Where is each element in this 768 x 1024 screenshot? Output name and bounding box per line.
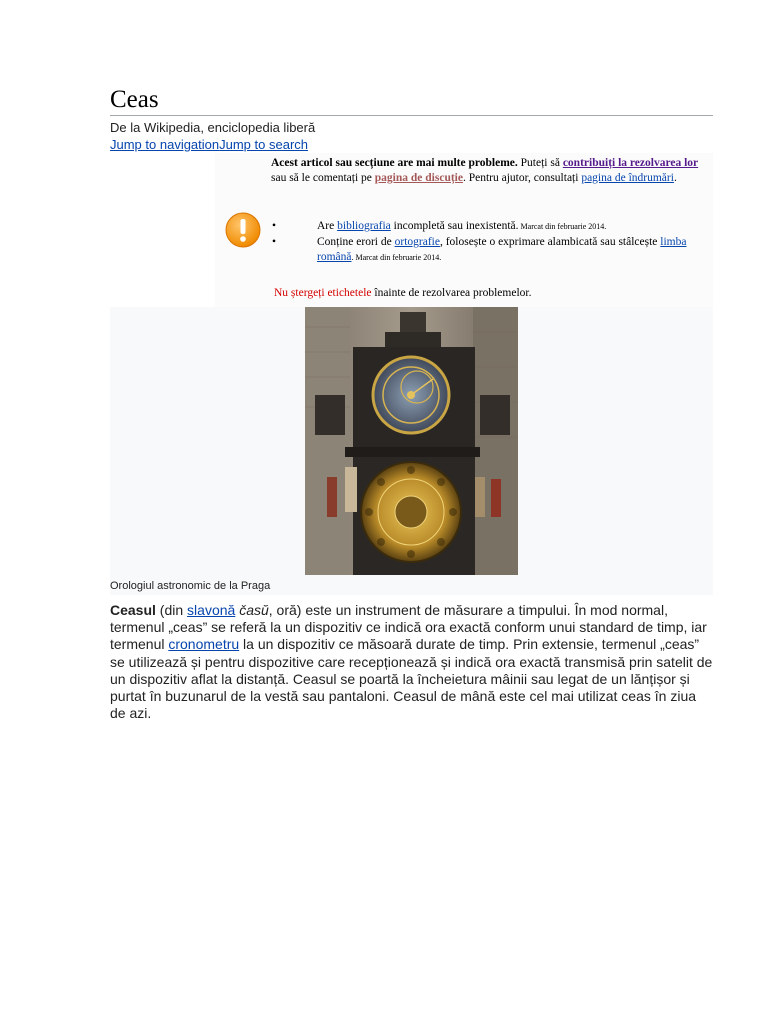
bullet: •	[272, 220, 277, 232]
help-page-link[interactable]: pagina de îndrumări	[581, 171, 674, 184]
slavonic-link[interactable]: slavonă	[187, 602, 236, 618]
jump-to-navigation-link[interactable]: Jump to navigation	[110, 137, 220, 152]
lead-term: Ceasul	[110, 602, 156, 618]
page-title: Ceas	[110, 85, 713, 116]
bibliography-link[interactable]: bibliografia	[337, 220, 391, 232]
issues-list	[271, 219, 703, 265]
site-tagline: De la Wikipedia, enciclopedia liberă	[110, 120, 316, 135]
issue-item-bibliography: • Are bibliografia incompletă sau inexistentă. Marcat din februarie 2014.	[272, 220, 607, 232]
infobox-figure	[110, 307, 713, 595]
warning-exclamation-icon	[225, 212, 261, 248]
jump-to-search-link[interactable]: Jump to search	[219, 137, 308, 152]
notice-text: .	[673, 171, 677, 184]
bullet: •	[272, 236, 277, 248]
spelling-link[interactable]: ortografie	[394, 236, 440, 248]
notice-intro	[271, 156, 703, 185]
figure-caption: Orologiul astronomic de la Praga	[110, 580, 271, 592]
notice-text: Puteți să	[517, 157, 563, 169]
issue-item-spelling: • Conține erori de ortografie, folosește o exprimare alambicată sau stâlcește limba română. Marcat din februarie 2014.	[272, 236, 687, 263]
contribute-link[interactable]: contribuiți la rezolvarea lor	[562, 157, 699, 169]
date-marker: . Marcat din februarie 2014.	[351, 253, 442, 262]
notice-text: sau să le comentați pe	[271, 171, 375, 184]
etymology-word: časŭ	[239, 602, 269, 618]
article-paragraph: Ceasul (din slavonă časŭ, oră) este un instrument de măsurare a timpului. În mod normal, termenul „ceas” se referă la un dispozitiv ce indică ora exactă conform unui standard de timp, iar termenul cronometru la un dispozitiv ce măsoară durate de timp. Prin extensie, termenul „ceas” se utilizează și pentru dispozitive care recepționează și indică ora exactă transmisă prin satelit de un dispozitiv aflat la distanță. Ceasul se poartă la încheietura mâinii sau legat de un lănțișor și purtat în buzunarul de la vestă sau pantaloni. Ceasul de mână este cel mai utilizat ceas în ziua de azi.	[110, 602, 713, 722]
prague-astronomical-clock-photo[interactable]	[305, 307, 518, 575]
notice-heading: Acest articol sau secțiune are mai multe probleme.	[271, 157, 518, 169]
notice-footnote: Nu ștergeți etichetele înainte de rezolvarea problemelor.	[274, 287, 532, 299]
chronometer-link[interactable]: cronometru	[168, 636, 240, 653]
talk-page-link[interactable]: pagina de discuție	[374, 171, 463, 184]
do-not-remove-tags-text: Nu ștergeți etichetele	[274, 287, 372, 299]
romanian-language-link[interactable]: limba română	[317, 236, 687, 263]
jump-links	[110, 137, 308, 152]
notice-text: . Pentru ajutor, consultați	[462, 171, 582, 184]
issues-notice-box	[215, 153, 713, 307]
date-marker: Marcat din februarie 2014.	[518, 222, 607, 231]
